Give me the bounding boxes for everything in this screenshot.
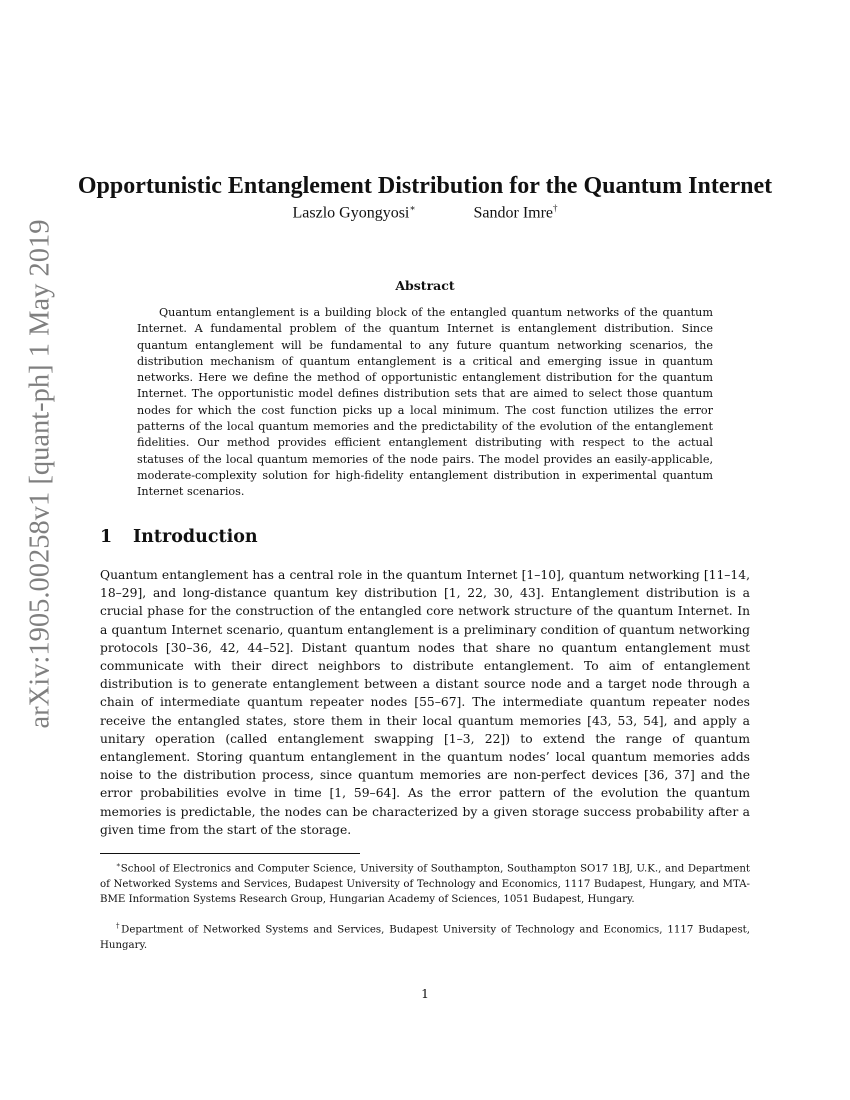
author-list [0, 203, 850, 222]
footnote-affiliation-2 [100, 919, 750, 953]
footnote-affiliation-1 [100, 858, 750, 907]
footnote-mark: † [116, 922, 122, 930]
footnote-text: School of Electronics and Computer Science, University of Southampton, Southampton SO17 1BJ, U.K., and Department of Networked Systems and Services, Budapest University of Technology and Economics, 1117 Budapest, Hungary, and MTA-BME Information Systems Research Group, Hungarian Academy of Sciences, 1051 Budapest, Hungary. [100, 863, 750, 905]
author-imre [473, 203, 557, 222]
author-gyongyosi [292, 203, 415, 222]
footnote-mark: ∗ [116, 861, 121, 869]
abstract-heading: Abstract [395, 278, 455, 293]
introduction-paragraph: Quantum entanglement has a central role in the quantum Internet [1–10], quantum networking [11–14, 18–29], and long-distance quantum key distribution [1, 22, 30, 43]. Entanglement distribution is a crucial phase for the construction of the entangled core network structure of the quantum Internet. In a quantum Internet scenario, quantum entanglement is a preliminary condition of quantum networking protocols [30–36, 42, 44–52]. Distant quantum nodes that share no quantum entanglement must communicate with their direct neighbors to distribute entanglement. To aim of entanglement distribution is to generate entanglement between a distant source node and a target node through a chain of intermediate quantum repeater nodes [55–67]. The intermediate quantum repeater nodes receive the entangled states, store them in their local quantum memories [43, 53, 54], and apply a unitary operation (called entanglement swapping [1–3, 22]) to extend the range of quantum entanglement. Storing quantum entanglement in the quantum nodes’ local quantum memories adds noise to the distribution process, since quantum memories are non-perfect devices [36, 37] and the error probabilities evolve in time [1, 59–64]. As the error pattern of the evolution the quantum memories is predictable, the nodes can be characterized by a given storage success probability after a given time from the start of the storage. [100, 568, 750, 837]
paper-title: Opportunistic Entanglement Distribution for the Quantum Internet [77, 173, 773, 200]
page-number: 1 [421, 987, 429, 1001]
author-name: Laszlo Gyongyosi [292, 204, 410, 222]
section-title: Introduction [133, 527, 258, 547]
arxiv-sidebar [10, 219, 70, 729]
footnote-divider [100, 853, 360, 854]
section-number: 1 [100, 527, 113, 547]
section-heading-introduction [100, 527, 258, 547]
footnote-text: Department of Networked Systems and Services, Budapest University of Technology and Economics, 1117 Budapest, Hungary. [100, 924, 750, 951]
arxiv-identifier: arXiv:1905.00258v1 [quant-ph] 1 May 2019 [24, 219, 55, 729]
abstract-text: Quantum entanglement is a building block of the entangled quantum networks of the quantum Internet. A fundamental problem of the quantum Internet is entanglement distribution. Since quantum entanglement will be fundamental to any future quantum networking scenarios, the distribution mechanism of quantum entanglement is a critical and emerging issue in quantum networks. Here we define the method of opportunistic entanglement distribution for the quantum Internet. The opportunistic model defines distribution sets that are aimed to select those quantum nodes for which the cost function picks up a local minimum. The cost function utilizes the error patterns of the local quantum memories and the predictability of the evolution of the entanglement fidelities. Our method provides efficient entanglement distributing with respect to the actual statuses of the local quantum memories of the node pairs. The model provides an easily-applicable, moderate-complexity solution for high-fidelity entanglement distribution in experimental quantum Internet scenarios. [137, 306, 713, 499]
affiliation-mark: ∗ [409, 203, 416, 213]
affiliation-mark: † [553, 203, 558, 213]
author-name: Sandor Imre [473, 204, 554, 222]
